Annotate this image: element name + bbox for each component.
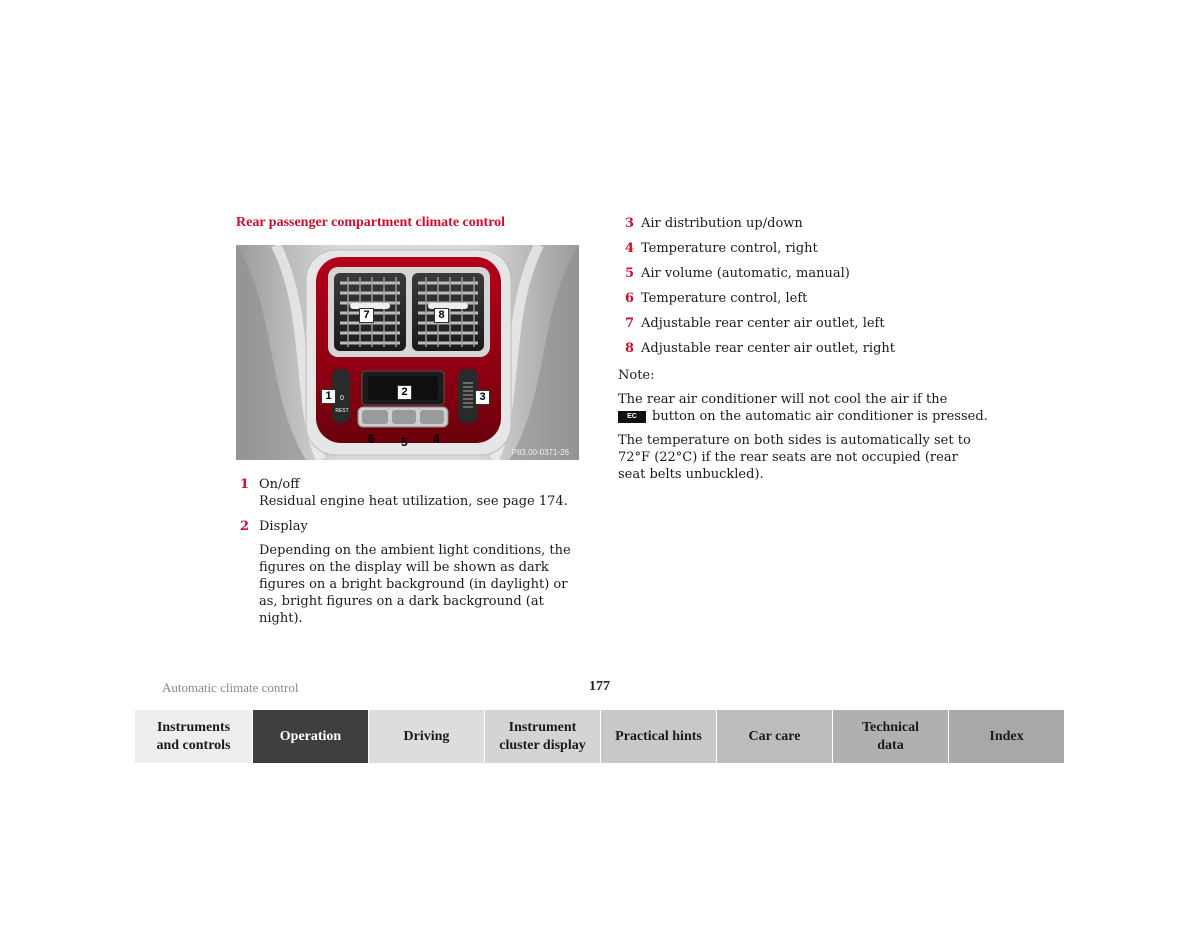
tab-practical-hints[interactable]: [601, 710, 717, 763]
list-item: [618, 240, 988, 257]
callout-6: 6: [368, 432, 375, 446]
item-label: Adjustable rear center air outlet, right: [641, 341, 895, 356]
tab-driving[interactable]: [369, 710, 485, 763]
list-item: [240, 476, 585, 493]
note-text-start: The rear air conditioner will not cool the air if the: [618, 392, 948, 407]
callout-5: 5: [401, 435, 408, 449]
tab-index[interactable]: [949, 710, 1065, 763]
tab-label: Instrument cluster display: [499, 719, 586, 753]
callout-8: 8: [434, 308, 449, 323]
ec-button-icon: EC: [618, 411, 646, 423]
callout-4: 4: [433, 432, 440, 446]
callout-2: 2: [397, 385, 412, 400]
item-label: On/off: [259, 477, 300, 492]
tab-instrument-cluster-display[interactable]: [485, 710, 601, 763]
note-text-end: button on the automatic air conditioner is pressed.: [652, 409, 988, 424]
page-number: 177: [589, 679, 610, 694]
left-item-list: [240, 476, 585, 635]
section-title: Rear passenger compartment climate control: [236, 215, 506, 230]
right-item-list: [618, 215, 988, 490]
figure-code: P83.00-0371-26: [511, 448, 569, 457]
climate-panel-illustration: [236, 245, 579, 460]
item-number: 4: [624, 241, 635, 256]
list-item: [618, 215, 988, 232]
item-detail: Residual engine heat utilization, see page 174.: [259, 494, 568, 509]
chapter-tabs: [135, 710, 1065, 763]
note-heading: Note:: [618, 368, 655, 383]
item-label: Display: [259, 519, 308, 534]
item-number: 3: [624, 216, 635, 231]
tab-instruments-and-controls[interactable]: [135, 710, 253, 763]
item-label: Adjustable rear center air outlet, left: [641, 316, 885, 331]
item-number: 6: [624, 291, 635, 306]
callout-3: 3: [475, 390, 490, 405]
zero-label: 0: [340, 395, 344, 402]
tab-operation[interactable]: [253, 710, 369, 763]
item-number: 5: [624, 266, 635, 281]
item-label: Temperature control, right: [641, 241, 818, 256]
item-label: Air distribution up/down: [641, 216, 803, 231]
item-number: 1: [240, 477, 250, 492]
callout-1: 1: [321, 389, 336, 404]
item-number: 7: [624, 316, 635, 331]
tab-label: Technical data: [861, 719, 920, 753]
item-detail: Depending on the ambient light conditions, the figures on the display will be shown as dark figures on a bright background (in daylight) or as, bright figures on a dark background (at night).: [259, 543, 571, 626]
tab-label: Operation: [279, 728, 342, 744]
item-label: Air volume (automatic, manual): [641, 266, 850, 281]
list-item: [618, 290, 988, 307]
item-number: 2: [240, 519, 250, 534]
tab-label: Instruments and controls: [156, 719, 231, 753]
item-number: 8: [624, 341, 635, 356]
note-paragraph: [618, 391, 988, 425]
tab-label: Driving: [403, 728, 450, 744]
tab-label: Index: [989, 728, 1024, 744]
tab-label: Car care: [748, 728, 801, 744]
tab-technical-data[interactable]: [833, 710, 949, 763]
note-paragraph-2: The temperature on both sides is automatically set to 72°F (22°C) if the rear seats are not occupied (rear seat belts unbuckled).: [618, 433, 971, 482]
list-item: [618, 265, 988, 282]
callout-7: 7: [359, 308, 374, 323]
list-item: [240, 518, 585, 535]
tab-label: Practical hints: [615, 728, 702, 744]
item-label: Temperature control, left: [641, 291, 808, 306]
climate-control-figure: [236, 245, 579, 460]
list-item: [618, 315, 988, 332]
rest-label: REST: [335, 408, 349, 414]
tab-car-care[interactable]: [717, 710, 833, 763]
footer-section-title: Automatic climate control: [162, 680, 299, 695]
list-item: [618, 340, 988, 357]
